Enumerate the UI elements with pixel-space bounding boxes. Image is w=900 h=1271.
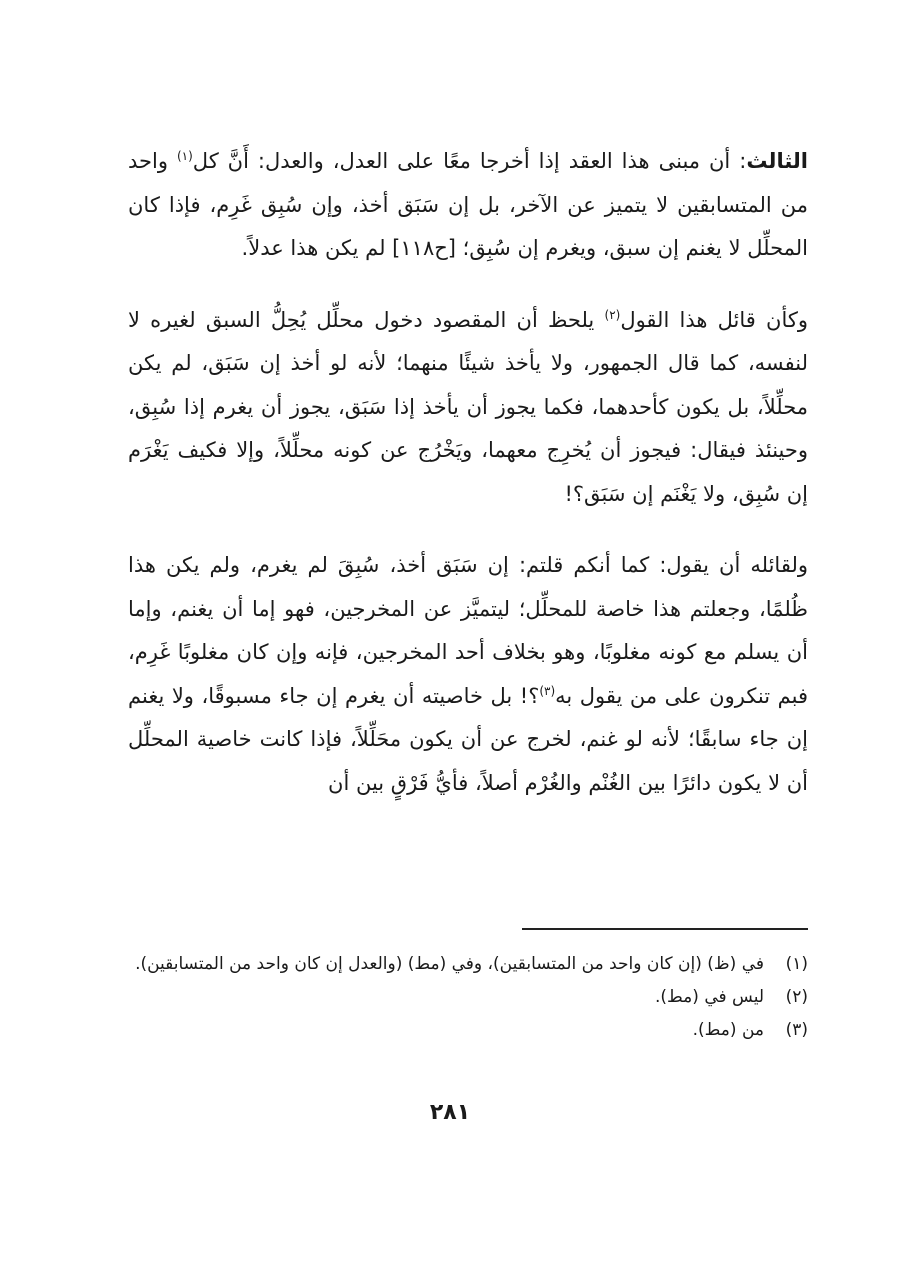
paragraph-text: واحد من المتسابقين لا يتميز عن الآخر، بل إن سَبَق أخذ، وإن سُبِق غَرِم، فإذا كان المحلِّل لا يغنم إن سبق، ويغرم إن سُبِق؛ [ح١١٨] لم يكن هذا عدلاً. bbox=[128, 149, 808, 260]
footnote-1 bbox=[128, 948, 808, 981]
footnote-number: (١) bbox=[785, 954, 808, 974]
paragraph-text: ولقائله أن يقول: كما أنكم قلتم: إن سَبَق أخذ، سُبِقَ لم يغرم، ولم يكن هذا ظُلمًا، وجعلتم هذا خاصة للمحلِّل؛ ليتميَّز عن المخرجين، فهو إما أن يغنم، وإما أن يسلم مع كونه مغلوبًا، وهو بخلاف أحد المخرجين، فإنه وإن كان مغلوبًا غَرِم، فبم تنكرون على من يقول به bbox=[128, 553, 808, 708]
footnote-marker-1[interactable]: (١) bbox=[176, 149, 193, 163]
paragraph-lead-word: الثالث bbox=[746, 149, 808, 173]
paragraph-text: ؟! بل خاصيته أن يغرم إن جاء مسبوقًا، ولا يغنم إن جاء سابقًا؛ لأنه لو غنم، لخرج عن أن يكون محَلِّلاً، فإذا كانت خاصية المحلِّل أن لا يكون دائرًا بين الغُنْم والغُرْم أصلاً، فأيُّ فَرْقٍ بين أن bbox=[128, 683, 808, 795]
footnote-2 bbox=[128, 981, 808, 1014]
footnote-text: ليس في (مط). bbox=[655, 987, 764, 1007]
footnote-marker-3[interactable]: (٣) bbox=[539, 683, 556, 698]
footnote-3 bbox=[128, 1014, 808, 1047]
footnote-marker-2[interactable]: (٢) bbox=[604, 307, 621, 322]
paragraph-text: يلحظ أن المقصود دخول محلِّل يُحِلُّ السبق لغيره لا لنفسه، كما قال الجمهور، ولا يأخذ شيئًا منهما؛ لأنه لو أخذ إن سَبَق، لم يكن محلِّلاً، بل يكون كأحدهما، فكما يجوز أن يأخذ إذا سَبَق، يجوز أن يغرم إذا سُبِق، وحينئذ فيقال: فيجوز أن يُخرِج معهما، ويَخْرُج عن كونه محلِّلاً، وإلا فكيف يَغْرَم إن سُبِق، ولا يَغْنَم إن سَبَق؟! bbox=[128, 307, 808, 506]
footnotes bbox=[128, 948, 808, 1047]
paragraph-text: : أن مبنى هذا العقد إذا أخرجا معًا على العدل، والعدل: أَنَّ كل bbox=[192, 149, 747, 173]
footnote-separator bbox=[522, 928, 808, 930]
paragraph-2 bbox=[128, 299, 808, 517]
paragraph-1 bbox=[128, 140, 808, 271]
main-text bbox=[128, 140, 808, 805]
footnote-number: (٢) bbox=[785, 987, 808, 1007]
footnote-number: (٣) bbox=[785, 1020, 808, 1040]
page-number: ٢٨١ bbox=[429, 1100, 471, 1125]
footnote-text: في (ظ) (إن كان واحد من المتسابقين)، وفي (مط) (والعدل إن كان واحد من المتسابقين). bbox=[135, 954, 764, 974]
footnote-text: من (مط). bbox=[692, 1020, 764, 1040]
paragraph-text: وكأن قائل هذا القول bbox=[620, 307, 808, 332]
paragraph-3 bbox=[128, 544, 808, 805]
